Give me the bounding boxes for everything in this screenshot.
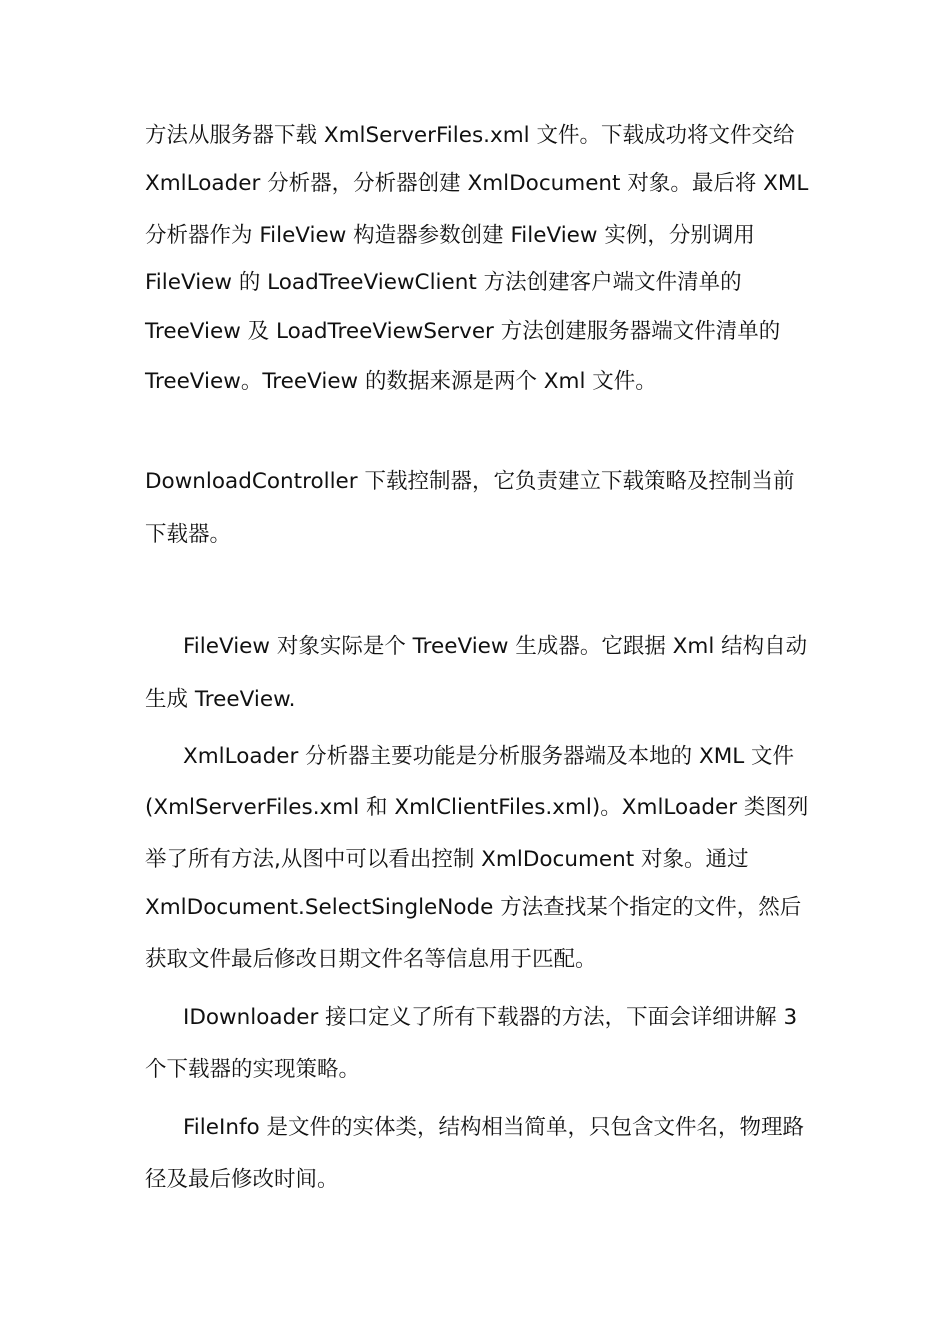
text-line: 径及最后修改时间。 bbox=[145, 1167, 339, 1192]
text-line: IDownloader 接口定义了所有下载器的方法，下面会详细讲解 3 bbox=[183, 1005, 798, 1030]
text-line: TreeView 及 LoadTreeViewServer 方法创建服务器端文件清单的 bbox=[145, 319, 781, 344]
text-line: FileInfo 是文件的实体类，结构相当简单，只包含文件名，物理路 bbox=[183, 1115, 805, 1140]
text-line: TreeView。TreeView 的数据来源是两个 Xml 文件。 bbox=[145, 369, 657, 394]
text-line: XmlDocument.SelectSingleNode 方法查找某个指定的文件，然后 bbox=[145, 895, 802, 920]
text-line: 举了所有方法,从图中可以看出控制 XmlDocument 对象。通过 bbox=[145, 847, 749, 872]
text-line: FileView 的 LoadTreeViewClient 方法创建客户端文件清单的 bbox=[145, 270, 742, 295]
text-line: XmlLoader 分析器主要功能是分析服务器端及本地的 XML 文件 bbox=[183, 744, 795, 769]
text-line: FileView 对象实际是个 TreeView 生成器。它跟据 Xml 结构自动 bbox=[183, 634, 808, 659]
text-line: XmlLoader 分析器，分析器创建 XmlDocument 对象。最后将 XML bbox=[145, 171, 809, 196]
text-line: 个下载器的实现策略。 bbox=[145, 1057, 361, 1082]
text-line: 方法从服务器下载 XmlServerFiles.xml 文件。下载成功将文件交给 bbox=[145, 123, 795, 148]
text-line: DownloadController 下载控制器，它负责建立下载策略及控制当前 bbox=[145, 469, 795, 494]
text-line: (XmlServerFiles.xml 和 XmlClientFiles.xml)。XmlLoader 类图列 bbox=[145, 795, 809, 820]
text-line: 生成 TreeView. bbox=[145, 687, 296, 712]
text-line: 分析器作为 FileView 构造器参数创建 FileView 实例，分别调用 bbox=[145, 223, 755, 248]
text-line: 获取文件最后修改日期文件名等信息用于匹配。 bbox=[145, 947, 597, 972]
text-line: 下载器。 bbox=[145, 522, 232, 547]
